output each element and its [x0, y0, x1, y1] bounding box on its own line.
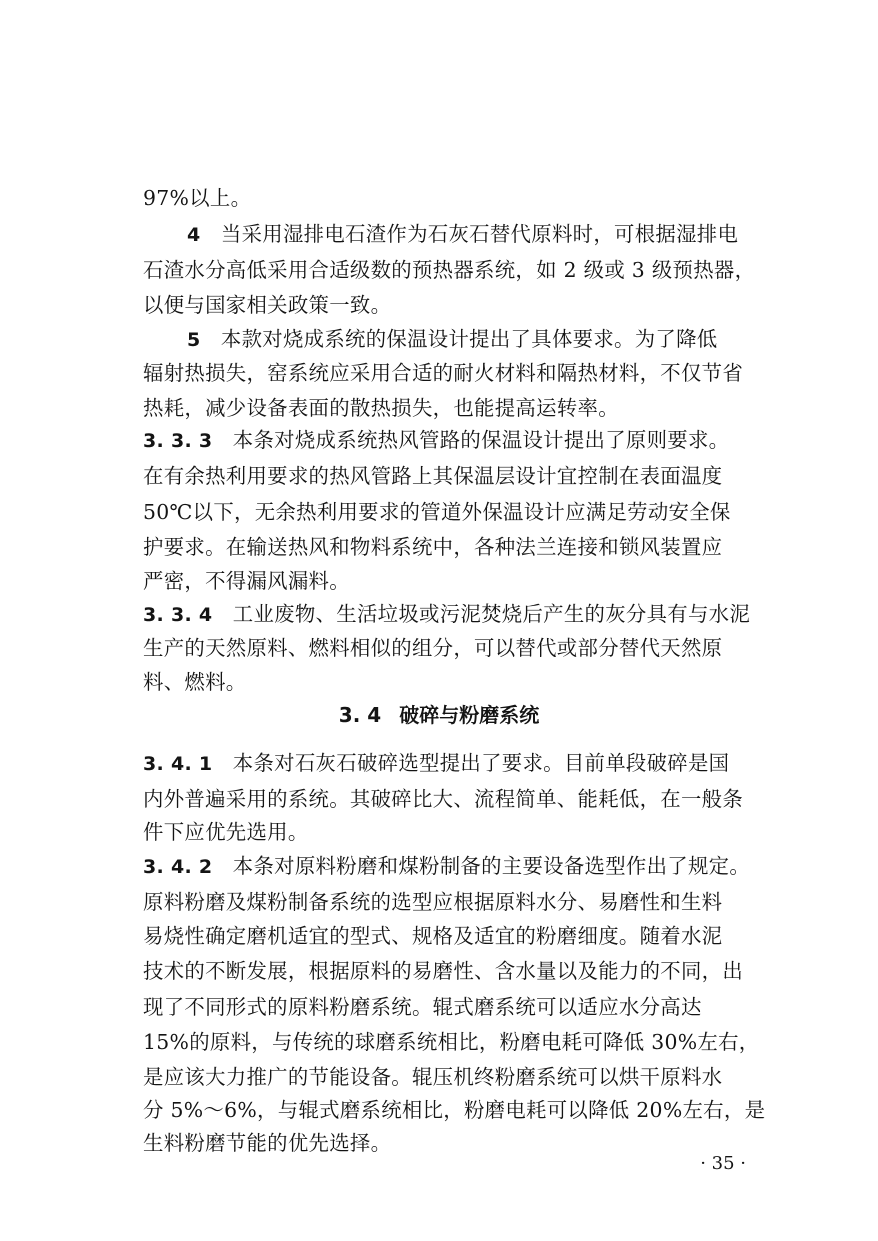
- clause-number: 3. 3. 3: [143, 430, 213, 452]
- text-line: 当采用湿排电石渣作为石灰石替代原料时，可根据湿排电: [220, 222, 739, 246]
- text-line: 件下应优先选用。: [143, 820, 309, 844]
- text-line: 在有余热利用要求的热风管路上其保温层设计宜控制在表面温度: [143, 464, 723, 488]
- text-line: 本条对石灰石破碎选型提出了要求。目前单段破碎是国: [232, 751, 730, 775]
- text-line: 现了不同形式的原料粉磨系统。辊式磨系统可以适应水分高达: [143, 995, 702, 1019]
- text-line: 护要求。在输送热风和物料系统中，各种法兰连接和锁风装置应: [143, 535, 723, 559]
- item-5-first-line: [187, 321, 755, 357]
- text-line: 本款对烧成系统的保温设计提出了具体要求。为了降低: [220, 327, 718, 351]
- section-heading: [0, 697, 878, 733]
- clause-3-3-3-first-line: [143, 422, 755, 458]
- item-4-first-line: [187, 216, 755, 252]
- page-number: · 35 ·: [700, 1153, 746, 1174]
- clause-number: 3. 3. 4: [143, 604, 213, 626]
- text-line: 97%以上。: [143, 186, 252, 210]
- clause-number: 3. 4. 1: [143, 753, 213, 775]
- text-line: 原料粉磨及煤粉制备系统的选型应根据原料水分、易磨性和生料: [143, 890, 723, 914]
- text-line: 生料粉磨节能的优先选择。: [143, 1131, 392, 1155]
- section-title: 破碎与粉磨系统: [399, 703, 540, 727]
- item-number: 4: [187, 224, 201, 246]
- text-line: 石渣水分高低采用合适级数的预热器系统，如 2 级或 3 级预热器，: [143, 258, 756, 282]
- text-line: 分 5%～6%，与辊式磨系统相比，粉磨电耗可以降低 20%左右，是: [143, 1098, 766, 1122]
- clause-3-3-4-first-line: [143, 596, 755, 632]
- section-number: 3. 4: [338, 703, 382, 727]
- text-line: 料、燃料。: [143, 670, 247, 694]
- text-line: 工业废物、生活垃圾或污泥焚烧后产生的灰分具有与水泥: [232, 602, 751, 626]
- clause-number: 3. 4. 2: [143, 856, 213, 878]
- clause-3-4-1-first-line: [143, 745, 755, 781]
- text-line: 以便与国家相关政策一致。: [143, 293, 392, 317]
- text-line: 辐射热损失，窑系统应采用合适的耐火材料和隔热材料，不仅节省: [143, 361, 744, 385]
- text-line: 易烧性确定磨机适宜的型式、规格及适宜的粉磨细度。随着水泥: [143, 924, 723, 948]
- text-line: 生产的天然原料、燃料相似的组分，可以替代或部分替代天然原: [143, 636, 723, 660]
- text-line: 是应该大力推广的节能设备。辊压机终粉磨系统可以烘干原料水: [143, 1065, 723, 1089]
- text-line: 50℃以下，无余热利用要求的管道外保温设计应满足劳动安全保: [143, 500, 731, 524]
- text-line: 热耗，减少设备表面的散热损失，也能提高运转率。: [143, 396, 619, 420]
- text-line: 本条对烧成系统热风管路的保温设计提出了原则要求。: [232, 428, 730, 452]
- clause-3-4-2-first-line: [143, 848, 755, 884]
- text-line: 本条对原料粉磨和煤粉制备的主要设备选型作出了规定。: [232, 854, 751, 878]
- text-line: 内外普遍采用的系统。其破碎比大、流程简单、能耗低，在一般条: [143, 787, 744, 811]
- text-line: 严密，不得漏风漏料。: [143, 569, 350, 593]
- item-number: 5: [187, 329, 201, 351]
- text-line: 技术的不断发展，根据原料的易磨性、含水量以及能力的不同，出: [143, 959, 744, 983]
- text-line: 15%的原料，与传统的球磨系统相比，粉磨电耗可降低 30%左右，: [143, 1030, 760, 1054]
